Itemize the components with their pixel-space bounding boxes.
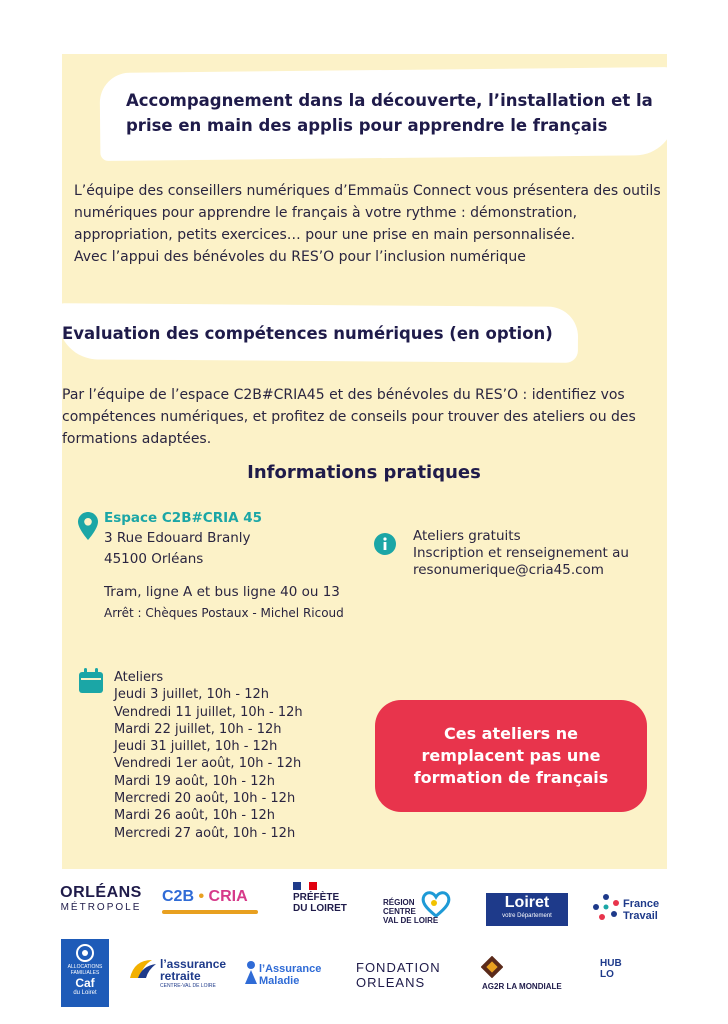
c2b-cria-logo: C2B • CRIA	[162, 888, 258, 914]
france-travail-icon	[592, 893, 620, 921]
workshop-list	[114, 669, 303, 842]
orleans-metropole-logo: ORLÉANS MÉTROPOLE	[60, 884, 142, 913]
section1-text	[74, 180, 674, 268]
venue-city: 45100 Orléans	[104, 551, 204, 567]
practical-info	[413, 528, 629, 579]
notice-text: Ces ateliers ne remplacent pas une formation de français	[413, 724, 609, 787]
assurance-maladie-icon	[243, 960, 259, 984]
workshop-date: Mercredi 20 août, 10h - 12h	[114, 791, 296, 807]
free-workshops: Ateliers gratuits	[413, 528, 521, 544]
info-title: Informations pratiques	[247, 462, 481, 483]
contact-email: resonumerique@cria45.com	[413, 562, 604, 578]
location-pin-icon	[78, 512, 98, 540]
venue-street: 3 Rue Edouard Branly	[104, 530, 251, 546]
notice-box	[375, 700, 647, 812]
caf-loiret-logo: ALLOCATIONS FAMILIALES Caf du Loiret	[61, 939, 109, 1007]
workshop-date: Jeudi 31 juillet, 10h - 12h	[114, 739, 278, 755]
workshop-date: Mardi 26 août, 10h - 12h	[114, 808, 276, 824]
calendar-icon	[78, 668, 104, 694]
workshop-date: Vendredi 1er août, 10h - 12h	[114, 756, 302, 772]
signup-text: Inscription et renseignement au	[413, 545, 629, 561]
workshop-date: Mardi 19 août, 10h - 12h	[114, 773, 276, 789]
workshop-date: Vendredi 11 juillet, 10h - 12h	[114, 704, 303, 720]
caf-emblem-icon	[74, 943, 96, 963]
workshop-date: Mardi 22 juillet, 10h - 12h	[114, 721, 282, 737]
loiret-logo: Loiret votre Département	[486, 893, 568, 926]
fondation-orleans-logo: FONDATION ORLEANS	[356, 960, 441, 990]
section2-text: Par l’équipe de l’espace C2B#CRIA45 et des bénévoles du RES’O : identifiez vos compétences numériques, et profitez de conseils pour trouver des ateliers ou des formations adaptées.	[62, 387, 636, 447]
info-icon	[374, 533, 396, 555]
france-travail-logo: France Travail	[623, 898, 660, 922]
workshops-label: Ateliers	[114, 670, 164, 685]
assurance-retraite-logo: l’assurance retraite CENTRE-VAL DE LOIRE	[160, 957, 227, 989]
workshop-date: Jeudi 3 juillet, 10h - 12h	[114, 687, 270, 703]
section1-line2: Avec l’appui des bénévoles du RES’O pour l’inclusion numérique	[74, 249, 526, 265]
section1-title: Accompagnement dans la découverte, l’installation et la prise en main des applis pour apprendre le français	[126, 91, 653, 135]
assurance-maladie-logo: l’Assurance Maladie	[259, 963, 322, 987]
workshop-date: Mercredi 27 août, 10h - 12h	[114, 825, 296, 841]
transport-stop: Arrêt : Chèques Postaux - Michel Ricoud	[104, 606, 344, 620]
ag2r-icon	[481, 956, 503, 978]
prefecture-loiret-logo: PRÉFÈTE DU LOIRET	[293, 882, 347, 914]
section1-line1: L’équipe des conseillers numériques d’Emmaüs Connect vous présentera des outils numériques pour apprendre le français à votre rythme : démonstration, appropriation, petits exercices… pour une prise en main personnalisée.	[74, 183, 661, 243]
region-heart-icon	[421, 891, 451, 917]
assurance-retraite-icon	[128, 958, 158, 980]
region-centre-logo: RÉGION CENTRE VAL DE LOIRE	[383, 898, 439, 925]
hublo-logo: HUB LO	[600, 958, 622, 980]
ag2r-logo: AG2R LA MONDIALE	[482, 982, 562, 991]
venue-name: Espace C2B#CRIA 45	[104, 510, 263, 526]
transport-info: Tram, ligne A et bus ligne 40 ou 13	[104, 584, 340, 600]
section2-title: Evaluation des compétences numériques (en option)	[62, 324, 553, 343]
